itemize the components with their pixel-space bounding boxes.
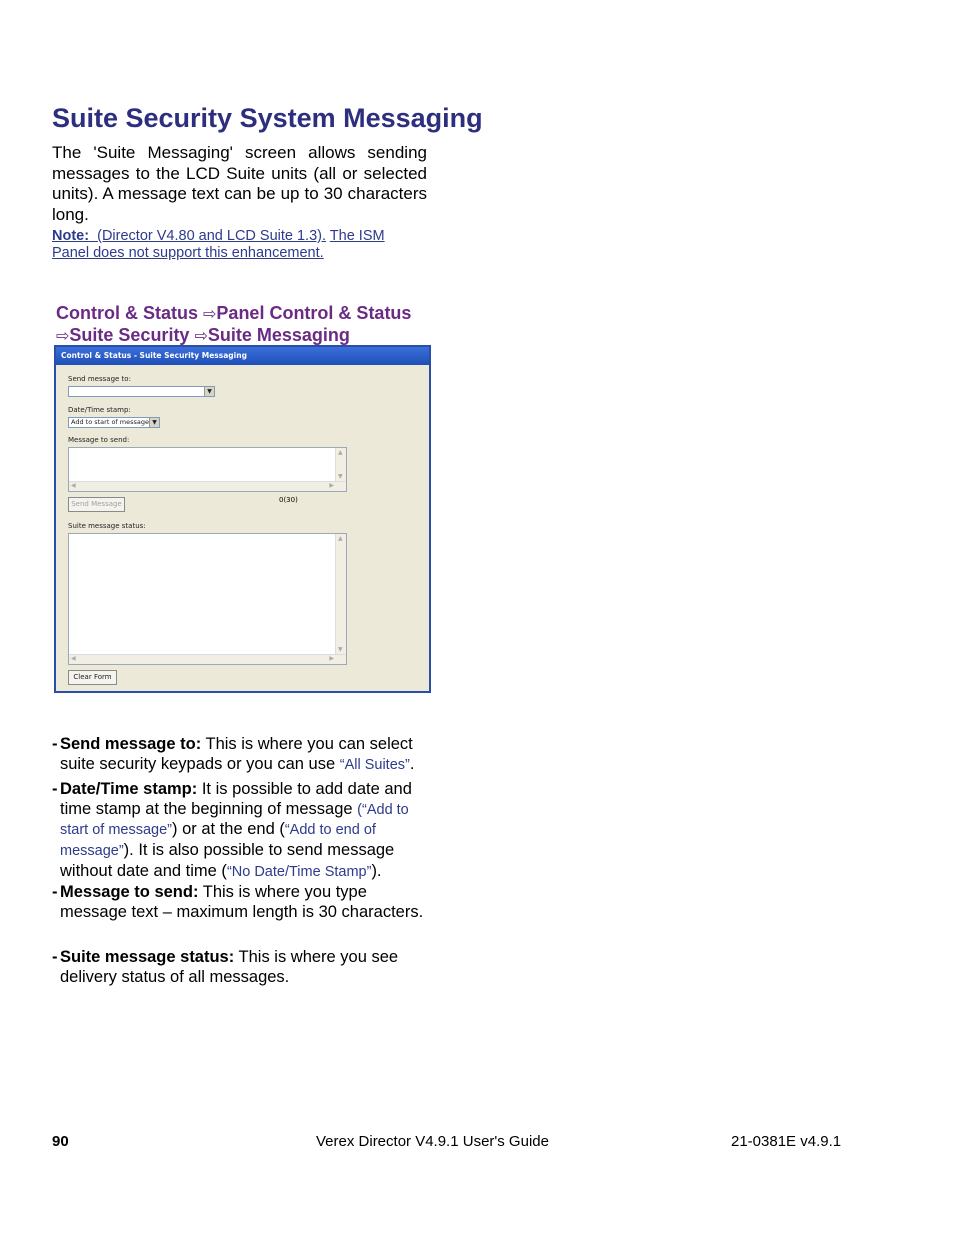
scroll-right-icon[interactable]: ▶: [329, 655, 334, 662]
status-label: Suite message status:: [68, 522, 146, 530]
message-label: Message to send:: [68, 436, 130, 444]
chevron-down-icon[interactable]: ▼: [149, 418, 159, 427]
bullet-term: Date/Time stamp:: [60, 780, 198, 798]
bullet-date-time-stamp: - Date/Time stamp: It is possible to add date and time stamp at the beginning of message (“Add to start of message”) or at the end (“Add to end of message”). It is also possible to send message without date and time (“No Date/Time Stamp”).: [52, 780, 412, 880]
bullet-send-message-to: - Send message to: This is where you can select suite security keypads or you can use “All Suites”.: [52, 735, 415, 773]
status-textarea[interactable]: [68, 533, 347, 665]
window-title-bar: Control & Status - Suite Security Messaging: [56, 347, 429, 365]
message-textarea[interactable]: [68, 447, 347, 492]
bullet-reference: “Add to end of message”: [60, 822, 376, 860]
scroll-up-icon[interactable]: ▲: [338, 535, 343, 542]
horizontal-scrollbar[interactable]: [69, 654, 346, 664]
vertical-scrollbar[interactable]: [335, 534, 346, 655]
footer-guide-title: Verex Director V4.9.1 User's Guide: [316, 1133, 549, 1150]
scroll-up-icon[interactable]: ▲: [338, 449, 343, 456]
arrow-right-icon: ⇨: [203, 306, 217, 323]
bullet-reference: (“Add to start of message”: [60, 801, 409, 839]
datetime-label: Date/Time stamp:: [68, 406, 131, 414]
note-label: Note:: [52, 228, 90, 244]
bullet-reference: “All Suites”: [339, 756, 410, 773]
page-number: 90: [52, 1133, 69, 1150]
bullet-term: Suite message status:: [60, 948, 235, 966]
datetime-value: Add to start of message: [71, 418, 149, 426]
path-step-suite-security: Suite Security: [69, 325, 190, 345]
datetime-dropdown[interactable]: [68, 417, 160, 428]
scroll-right-icon[interactable]: ▶: [329, 482, 334, 489]
bullet-message-to-send: - Message to send: This is where you type message text – maximum length is 30 characters.: [52, 883, 424, 921]
navigation-path: [56, 303, 446, 347]
note-version: (Director V4.80 and LCD Suite 1.3).: [97, 228, 327, 244]
character-count: 0(30): [279, 496, 298, 504]
suite-messaging-window: [54, 345, 431, 693]
send-message-button[interactable]: Send Message: [68, 497, 125, 512]
note: [52, 228, 422, 262]
send-to-label: Send message to:: [68, 375, 131, 383]
bullet-term: Send message to:: [60, 735, 202, 753]
bullet-dash: -: [52, 948, 58, 966]
path-step-control-status: Control & Status: [56, 303, 198, 323]
bullet-term: Message to send:: [60, 883, 199, 901]
send-to-dropdown[interactable]: [68, 386, 215, 397]
note-text: The ISM Panel does not support this enhancement.: [52, 228, 385, 261]
scroll-left-icon[interactable]: ◀: [71, 655, 76, 662]
page-title: Suite Security System Messaging: [52, 103, 483, 133]
arrow-right-icon: ⇨: [56, 328, 70, 345]
bullet-dash: -: [52, 780, 58, 798]
clear-form-button[interactable]: Clear Form: [68, 670, 117, 685]
arrow-right-icon: ⇨: [194, 328, 208, 345]
path-step-panel-control: Panel Control & Status: [216, 303, 412, 323]
bullet-reference: “No Date/Time Stamp”: [226, 863, 372, 880]
path-step-suite-messaging: Suite Messaging: [207, 325, 350, 345]
bullet-dash: -: [52, 735, 58, 753]
footer-document-id: 21-0381E v4.9.1: [731, 1133, 842, 1150]
bullet-dash: -: [52, 883, 58, 901]
horizontal-scrollbar[interactable]: [69, 481, 346, 491]
bullet-suite-message-status: - Suite message status: This is where you see delivery status of all messages.: [52, 948, 399, 986]
scroll-down-icon[interactable]: ▼: [338, 473, 343, 480]
intro-paragraph: The 'Suite Messaging' screen allows sending messages to the LCD Suite units (all or selected units). A message text can be up to 30 characters long.: [52, 143, 427, 224]
scroll-down-icon[interactable]: ▼: [338, 646, 343, 653]
scroll-left-icon[interactable]: ◀: [71, 482, 76, 489]
vertical-scrollbar[interactable]: [335, 448, 346, 482]
chevron-down-icon[interactable]: ▼: [204, 387, 214, 396]
